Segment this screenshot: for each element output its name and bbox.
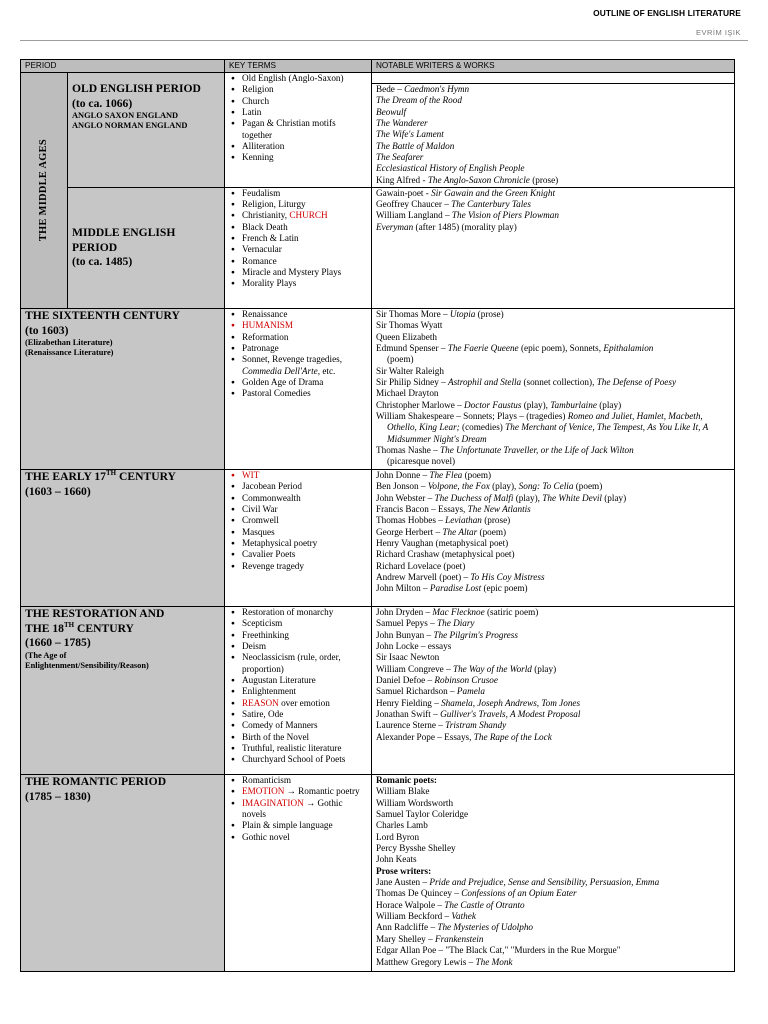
key-term: ● Feudalism (229, 188, 367, 199)
row-sixteenth-century (21, 309, 735, 470)
work-entry: The Seafarer (376, 152, 424, 163)
key-term: ● REASON over emotion (229, 698, 367, 709)
key-term: ● Cavalier Poets (229, 549, 367, 560)
writer-entry: Ann Radcliffe – The Mysteries of Udolpho (376, 922, 534, 933)
writer-entry: William Blake (376, 786, 430, 797)
key-term: ● Restoration of monarchy (229, 607, 367, 618)
writer-entry: Richard Lovelace (poet) (376, 560, 466, 571)
middle-ages-label-cell (21, 73, 68, 309)
key-term: ● Comedy of Manners (229, 720, 367, 731)
writer-entry: Jane Austen – Pride and Prejudice, Sense and Sensibility, Persuasion, Emma (376, 877, 660, 888)
period-title: PERIOD (72, 240, 118, 254)
writer-entry: Sir Walter Raleigh (376, 365, 444, 376)
writer-entry: Percy Bysshe Shelley (376, 843, 456, 854)
key-term: ● Romance (229, 256, 367, 267)
period-date: (to 1603) (25, 323, 69, 337)
row-old-english (21, 73, 735, 188)
key-term: ● Miracle and Mystery Plays (229, 267, 367, 278)
section-heading: Prose writers: (376, 865, 432, 876)
key-term: ● Patronage (229, 343, 367, 354)
key-term: ● Romanticism (229, 775, 367, 786)
key-term: ● Freethinking (229, 630, 367, 641)
period-date: (1660 – 1785) (25, 636, 91, 649)
row-early-17th-century (21, 470, 735, 607)
key-term: ● Black Death (229, 222, 367, 233)
key-term: ● Enlightenment (229, 686, 367, 697)
period-title: THE ROMANTIC PERIOD (25, 775, 167, 788)
key-term: ● Alliteration (229, 141, 367, 152)
row-middle-english (21, 187, 735, 308)
writers-restoration-18th-century (372, 607, 735, 775)
writer-entry: Thomas De Quincey – Confessions of an Opium Eater (376, 888, 577, 899)
middle-ages-label: THE MIDDLE AGES (38, 139, 49, 242)
period-restoration-18th-century (21, 607, 225, 775)
key-term: ● Deism (229, 641, 367, 652)
key-term: ● Metaphysical poetry (229, 538, 367, 549)
key-term: ● Truthful, realistic literature (229, 743, 367, 754)
section-heading: Romanic poets: (376, 775, 437, 785)
writer-entry: Thomas Nashe – The Unfortunate Traveller, or the Life of Jack Wilton (picaresque novel) (376, 445, 634, 467)
key-term: ● French & Latin (229, 233, 367, 244)
row-restoration-18th-century (21, 607, 735, 775)
writer-entry: Jonathan Swift – Gulliver's Travels, A Modest Proposal (376, 709, 581, 720)
key-term: ● Augustan Literature (229, 675, 367, 686)
writers-early-17th-century (372, 470, 735, 607)
writer-entry: Charles Lamb (376, 820, 428, 831)
key-term: ● Religion (229, 84, 367, 95)
writer-entry: Lord Byron (376, 831, 420, 842)
writer-entry: Sir Thomas Wyatt (376, 320, 443, 331)
key-term: ● Gothic novel (229, 832, 367, 843)
period-title: OLD ENGLISH PERIOD (72, 82, 201, 95)
col-header-writers: NOTABLE WRITERS & WORKS (372, 60, 735, 73)
key-term: ● Satire, Ode (229, 709, 367, 720)
period-date: (1603 – 1660) (25, 484, 91, 498)
writer-entry: William Langland – The Vision of Piers Plowman (376, 210, 559, 221)
key-term: ● Scepticism (229, 618, 367, 629)
literature-outline-table (20, 59, 735, 972)
period-title: THE 18TH CENTURY (25, 620, 134, 635)
key-term: ● WIT (229, 470, 367, 481)
key-term: ● IMAGINATION → Gothic novels (229, 798, 367, 821)
key-terms-restoration-18th-century (225, 607, 372, 775)
key-term: ● Jacobean Period (229, 481, 367, 492)
writer-entry: John Donne – The Flea (poem) (376, 470, 492, 480)
work-entry: The Battle of Maldon (376, 140, 455, 151)
key-term: ● Old English (Anglo-Saxon) (229, 73, 367, 84)
writer-entry: Queen Elizabeth (376, 331, 437, 342)
writers-middle-english (372, 187, 735, 308)
period-subtitle: (Elizabethan Literature) (25, 338, 113, 347)
row-romantic-period (21, 775, 735, 972)
key-term: ● Golden Age of Drama (229, 377, 367, 388)
key-terms-early-17th-century (225, 470, 372, 607)
writers-sixteenth-century (372, 309, 735, 470)
writer-entry: Michael Drayton (376, 388, 439, 399)
writer-entry: Edmund Spenser – The Faerie Queene (epic poem), Sonnets, Epithalamion (poem) (376, 343, 654, 365)
writer-entry: Sir Isaac Newton (376, 652, 440, 663)
key-term: ● Vernacular (229, 244, 367, 255)
work-entry: Beowulf (376, 106, 407, 117)
writer-entry: King Alfred - The Anglo-Saxon Chronicle (prose) (376, 174, 559, 185)
writer-entry: Alexander Pope – Essays, The Rape of the Lock (376, 731, 552, 742)
period-title: THE SIXTEENTH CENTURY (25, 309, 180, 322)
writer-entry: Laurence Sterne – Tristram Shandy (376, 720, 507, 731)
key-term: ● Religion, Liturgy (229, 199, 367, 210)
writer-entry: John Keats (376, 854, 417, 865)
work-entry: The Wanderer (376, 118, 428, 129)
key-term: ● Pagan & Christian motifs together (229, 118, 367, 141)
key-term: ● Churchyard School of Poets (229, 754, 367, 765)
writer-entry: Francis Bacon – Essays, The New Atlantis (376, 504, 531, 515)
key-terms-old-english (225, 73, 372, 188)
writer-entry: Ben Jonson – Volpone, the Fox (play), Song: To Celia (poem) (376, 481, 603, 492)
key-term: ● Kenning (229, 152, 367, 163)
key-terms-middle-english (225, 187, 372, 308)
writer-entry: William Shakespeare – Sonnets; Plays – (tragedies) Romeo and Juliet, Hamlet, Macbeth, Othello, King Lear; (comedies) The Merchant of Venice, The Tempest, As You Like It, A Midsummer Night's Dream (376, 411, 709, 444)
document-title: OUTLINE OF ENGLISH LITERATURE (593, 8, 741, 18)
writer-entry: Samuel Pepys – The Diary (376, 618, 475, 629)
writer-entry: Henry Fielding – Shamela, Joseph Andrews, Tom Jones (376, 697, 581, 708)
writer-entry: Everyman (after 1485) (morality play) (376, 221, 517, 232)
writer-entry: Daniel Defoe – Robinson Crusoe (376, 675, 498, 686)
period-date: (to ca. 1066) (72, 96, 133, 110)
period-middle-english (68, 187, 225, 308)
writer-entry: Richard Crashaw (metaphysical poet) (376, 549, 515, 560)
period-early-17th-century (21, 470, 225, 607)
writers-old-english (372, 73, 735, 188)
writer-entry: John Locke – essays (376, 641, 452, 652)
writer-entry: Samuel Richardson – Pamela (376, 686, 485, 697)
key-term: ● Latin (229, 107, 367, 118)
key-term: ● Commonwealth (229, 493, 367, 504)
writer-entry: Thomas Hobbes – Leviathan (prose) (376, 515, 511, 526)
key-term: ● Sonnet, Revenge tragedies, Commedia Dell'Arte, etc. (229, 354, 367, 377)
writer-entry: Mary Shelley – Frankenstein (376, 933, 484, 944)
writer-entry: Horace Walpole – The Castle of Otranto (376, 899, 525, 910)
writer-entry: Gawain-poet - Sir Gawain and the Green Knight (376, 187, 556, 198)
writer-entry: John Bunyan – The Pilgrim's Progress (376, 629, 518, 640)
table-header-row (21, 60, 735, 73)
period-sixteenth-century (21, 309, 225, 470)
period-subtitle: Enlightenment/Sensibility/Reason) (25, 660, 149, 670)
period-romantic (21, 775, 225, 972)
period-date: (to ca. 1485) (72, 255, 133, 269)
key-term: ● EMOTION → Romantic poetry (229, 786, 367, 797)
period-date: (1785 – 1830) (25, 789, 91, 803)
writer-entry: John Webster – The Duchess of Malfi (play), The White Devil (play) (376, 492, 627, 503)
key-terms-romantic (225, 775, 372, 972)
writers-romantic (372, 775, 735, 972)
writer-entry: William Wordsworth (376, 797, 454, 808)
key-term: ● Masques (229, 527, 367, 538)
writer-entry: John Milton – Paradise Lost (epic poem) (376, 583, 528, 594)
key-term: ● HUMANISM (229, 320, 367, 331)
col-header-key-terms: KEY TERMS (225, 60, 372, 73)
header-divider (20, 40, 748, 41)
key-term: ● Renaissance (229, 309, 367, 320)
author-name: EVRİM IŞIK (695, 28, 741, 37)
period-subtitle: (Renaissance Literature) (25, 348, 114, 357)
period-subtitle: ANGLO NORMAN ENGLAND (72, 121, 188, 130)
writer-entry: William Congreve – The Way of the World (play) (376, 663, 557, 674)
writer-entry: Henry Vaughan (metaphysical poet) (376, 538, 509, 549)
key-term: ● Reformation (229, 332, 367, 343)
writer-entry: Andrew Marvell (poet) – To His Coy Mistress (376, 572, 545, 583)
period-old-english (68, 73, 225, 188)
writer-entry: John Dryden – Mac Flecknoe (satiric poem) (376, 607, 539, 617)
period-title: MIDDLE ENGLISH (72, 226, 176, 240)
work-entry: The Dream of the Rood (376, 95, 462, 106)
writer-entry: Sir Thomas More – Utopia (prose) (376, 309, 504, 319)
period-title: THE RESTORATION AND (25, 607, 165, 620)
key-terms-sixteenth-century (225, 309, 372, 470)
period-subtitle: ANGLO SAXON ENGLAND (72, 111, 179, 120)
key-term: ● Neoclassicism (rule, order, proportion) (229, 652, 367, 675)
writer-entry: Bede – Caedmon's Hymn (376, 84, 470, 94)
key-term: ● Morality Plays (229, 278, 367, 289)
writer-entry: George Herbert – The Altar (poem) (376, 526, 507, 537)
key-term: ● Pastoral Comedies (229, 388, 367, 399)
key-term: ● Birth of the Novel (229, 732, 367, 743)
writer-entry: Samuel Taylor Coleridge (376, 809, 469, 820)
writer-entry: Edgar Allan Poe – "The Black Cat," "Murders in the Rue Morgue" (376, 945, 621, 956)
writer-entry: Matthew Gregory Lewis – The Monk (376, 956, 513, 967)
key-term: ● Revenge tragedy (229, 561, 367, 572)
writer-entry: Geoffrey Chaucer – The Canterbury Tales (376, 198, 531, 209)
col-header-period: PERIOD (21, 60, 225, 73)
writer-entry: William Beckford – Vathek (376, 911, 476, 922)
key-term: ● Civil War (229, 504, 367, 515)
writer-entry: Christopher Marlowe – Doctor Faustus (play), Tamburlaine (play) (376, 399, 622, 410)
key-term: ● Church (229, 96, 367, 107)
key-term: ● Plain & simple language (229, 820, 367, 831)
period-subtitle: (The Age of (25, 650, 67, 660)
work-entry: The Wife's Lament (376, 129, 444, 140)
key-term: ● Cromwell (229, 515, 367, 526)
period-title: THE EARLY 17TH CENTURY (25, 469, 176, 483)
writer-entry: Sir Philip Sidney – Astrophil and Stella (sonnet collection), The Defense of Poesy (376, 377, 677, 388)
work-entry: Ecclesiastical History of English People (376, 163, 525, 174)
key-term: ● Christianity, CHURCH (229, 210, 367, 221)
